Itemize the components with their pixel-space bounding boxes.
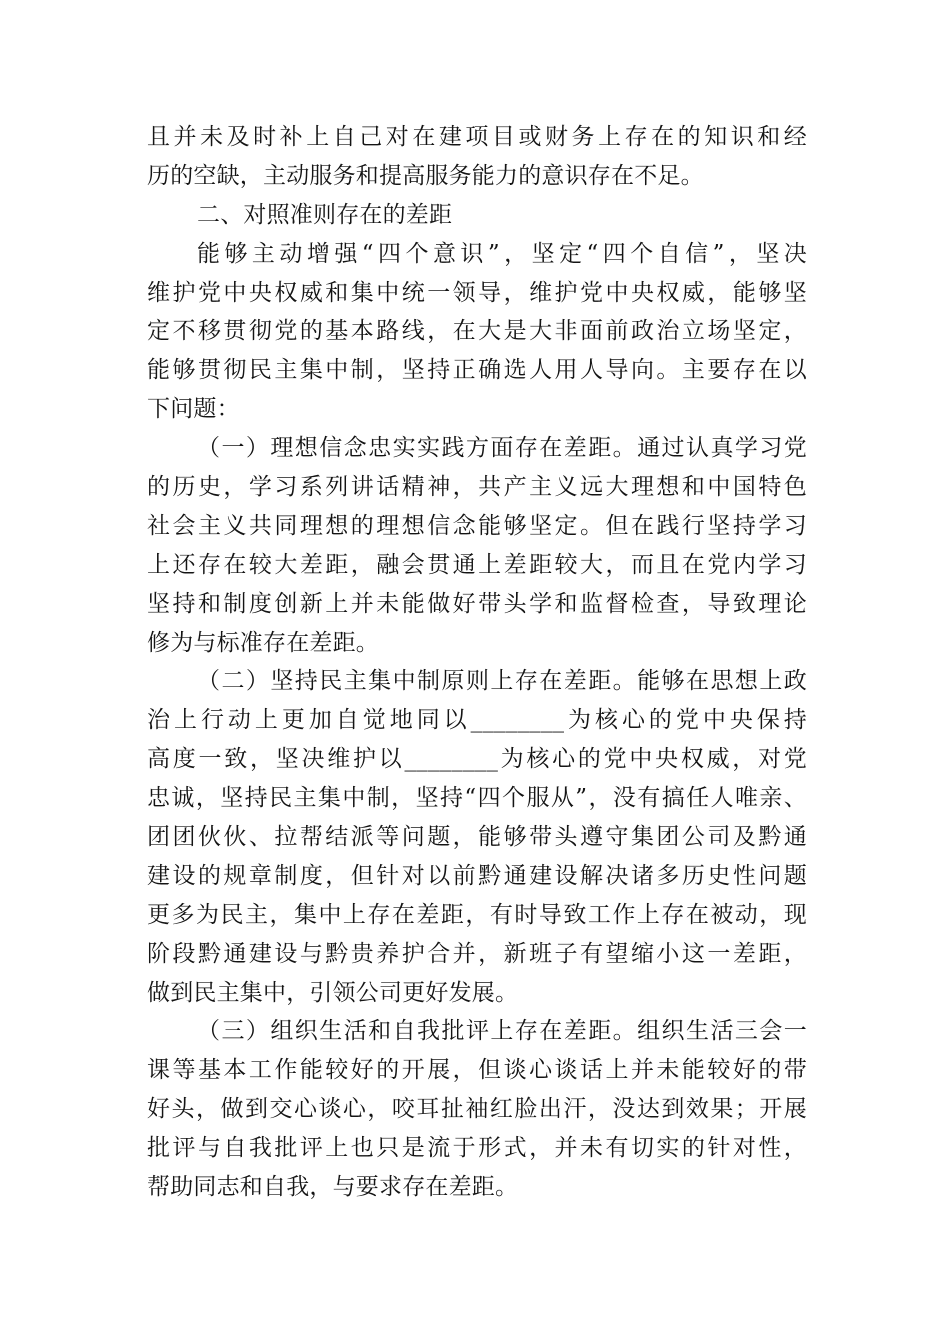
text-line: （一）理想信念忠实实践方面存在差距。通过认真学习党 — [197, 435, 807, 462]
text-line: 二、对照准则存在的差距 — [197, 201, 453, 228]
text-line: 好头，做到交心谈心，咬耳扯袖红脸出汗，没达到效果；开展 — [147, 1096, 807, 1123]
text-line: 建设的规章制度，但针对以前黔通建设解决诸多历史性问题 — [147, 862, 807, 889]
text-line: 治上行动上更加自觉地同以________为核心的党中央保持 — [147, 707, 807, 734]
text-line: 批评与自我批评上也只是流于形式，并未有切实的针对性， — [147, 1135, 807, 1162]
text-line: 帮助同志和自我，与要求存在差距。 — [147, 1174, 519, 1201]
text-line: 上还存在较大差距，融会贯通上差距较大，而且在党内学习 — [147, 551, 807, 578]
text-line: 高度一致，坚决维护以________为核心的党中央权威，对党 — [147, 746, 807, 773]
text-line: 下问题： — [147, 396, 240, 423]
text-line: 忠诚，坚持民主集中制，坚持“四个服从”，没有搞任人唯亲、 — [147, 785, 807, 812]
text-line: 坚持和制度创新上并未能做好带头学和监督检查，导致理论 — [147, 590, 807, 617]
text-line: 定不移贯彻党的基本路线，在大是大非面前政治立场坚定， — [147, 318, 807, 345]
text-line: 且并未及时补上自己对在建项目或财务上存在的知识和经 — [147, 124, 807, 150]
document-body — [147, 118, 807, 1207]
text-line: 团团伙伙、拉帮结派等问题，能够带头遵守集团公司及黔通 — [147, 824, 807, 851]
text-line: 维护党中央权威和集中统一领导，维护党中央权威，能够坚 — [147, 279, 807, 306]
text-line: 做到民主集中，引领公司更好发展。 — [147, 979, 519, 1006]
text-line: （二）坚持民主集中制原则上存在差距。能够在思想上政 — [197, 668, 807, 695]
text-line: 修为与标准存在差距。 — [147, 629, 379, 656]
text-line: 阶段黔通建设与黔贵养护合并，新班子有望缩小这一差距， — [147, 940, 807, 967]
text-line: （三）组织生活和自我批评上存在差距。组织生活三会一 — [197, 1018, 807, 1045]
text-line: 能够贯彻民主集中制，坚持正确选人用人导向。主要存在以 — [147, 357, 807, 384]
text-line: 课等基本工作能较好的开展，但谈心谈话上并未能较好的带 — [147, 1057, 807, 1084]
text-line: 能够主动增强“四个意识”，坚定“四个自信”，坚决 — [197, 240, 807, 267]
text-line: 社会主义共同理想的理想信念能够坚定。但在践行坚持学习 — [147, 512, 807, 539]
text-line: 的历史，学习系列讲话精神，共产主义远大理想和中国特色 — [147, 474, 807, 501]
text-line: 更多为民主，集中上存在差距，有时导致工作上存在被动，现 — [147, 901, 807, 928]
text-line: 历的空缺，主动服务和提高服务能力的意识存在不足。 — [147, 162, 704, 189]
